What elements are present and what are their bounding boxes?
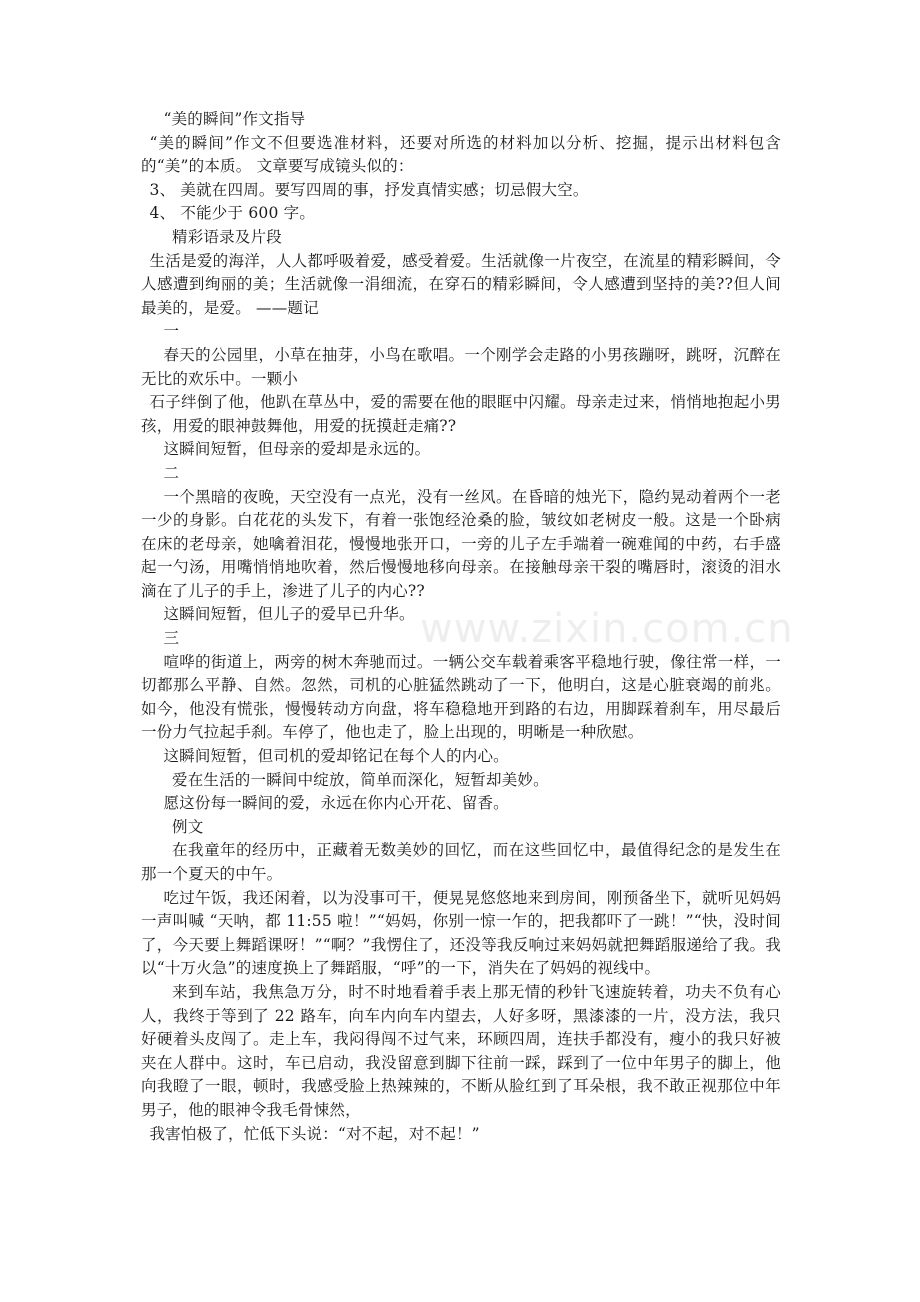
paragraph: 例文 [172, 817, 204, 836]
paragraph: 喧哗的街道上，两旁的树木奔驰而过。一辆公交车载着乘客平稳地行驶，像往常一样，一切都那么平静、自然。忽然，司机的心脏猛然跳动了一下，他明白，这是心脏衰竭的前兆。如今，他没有慌张，慢慢转动方向盘，将车稳稳地开到路的右边，用脚踩着刹车，用尽最后一份力气拉起手刹。车停了，他也走了，脸上出现的，明晰是一种欣慰。 [141, 652, 781, 742]
watermark: www.zixin.com.cn [420, 606, 794, 652]
paragraph: 来到车站，我焦急万分，时不时地看着手表上那无情的秒针飞速旋转着，功夫不负有心人，我终于等到了 22 路车，向车内向车内望去，人好多呀，黑漆漆的一片，没方法，我只好硬着头皮闯了。走上车，我闷得闯不过气来，环顾四周，连扶手都没有，瘦小的我只好被夹在人群中。这时，车已启动，我没留意到脚下往前一踩，踩到了一位中年男子的脚上，他向我瞪了一眼，顿时，我感受脸上热辣辣的，不断从脸红到了耳朵根，我不敢正视那位中年男子，他的眼神令我毛骨悚然， [141, 982, 781, 1119]
paragraph: “美的瞬间”作文指导 [163, 110, 306, 128]
paragraph: 三 [163, 629, 180, 648]
paragraph: 吃过午饭，我还闲着，以为没事可干，便晃晃悠悠地来到房间，刚预备坐下，就听见妈妈一声叫喊 “天呐，都 11:55 啦！”“妈妈，你别一惊一乍的，把我都吓了一跳！”“快，没时间了，今天要上舞蹈课呀！”“啊？”我愣住了，还没等我反响过来妈妈就把舞蹈服递给了我。我以“十万火急”的速度换上了舞蹈服，“呼”的一下，消失在了妈妈的视线中。 [141, 888, 781, 978]
paragraph: “美的瞬间”作文不但要选准材料，还要对所选的材料加以分析、挖掘，提示出材料包含的“美”的本质。 文章要写成镜头似的： [141, 133, 781, 176]
document-body [141, 108, 794, 1146]
paragraph: 生活是爱的海洋，人人都呼吸着爱，感受着爱。生活就像一片夜空，在流星的精彩瞬间，令人感遭到绚丽的美；生活就像一涓细流，在穿石的精彩瞬间，令人感遭到坚持的美??但人间最美的，是爱。 ——题记 [141, 251, 781, 317]
paragraph: 石子绊倒了他，他趴在草丛中，爱的需要在他的眼眶中闪耀。母亲走过来，悄悄地抱起小男孩，用爱的眼神鼓舞他，用爱的抚摸赶走痛?? [141, 393, 781, 435]
paragraph: 我害怕极了，忙低下头说：“对不起，对不起！” [149, 1124, 480, 1143]
paragraph: 愿这份每一瞬间的爱，永远在你内心开花、留香。 [163, 794, 509, 813]
paragraph: 精彩语录及片段 [172, 227, 282, 246]
paragraph: 这瞬间短暂，但司机的爱却铭记在每个人的内心。 [163, 747, 509, 766]
paragraph: 在我童年的经历中，正藏着无数美妙的回忆，而在这些回忆中，最值得纪念的是发生在那一个夏天的中午。 [141, 841, 781, 883]
paragraph: 这瞬间短暂，但母亲的爱却是永远的。 [163, 440, 431, 459]
paragraph: 爱在生活的一瞬间中绽放，简单而深化，短暂却美妙。 [172, 770, 549, 789]
paragraph: 3、 美就在四周。要写四周的事，抒发真情实感；切忌假大空。 [149, 180, 589, 199]
paragraph: 二 [163, 463, 180, 482]
paragraph: 这瞬间短暂，但儿子的爱早已升华。 [163, 605, 415, 624]
paragraph: 4、 不能少于 600 字。 [149, 204, 316, 223]
paragraph: 春天的公园里，小草在抽芽，小鸟在歌唱。一个刚学会走路的小男孩蹦呀，跳呀，沉醉在无比的欢乐中。一颗小 [141, 345, 781, 388]
paragraph: 一 [163, 322, 180, 341]
paragraph: 一个黑暗的夜晚，天空没有一点光，没有一丝风。在昏暗的烛光下，隐约晃动着两个一老一少的身影。白花花的头发下，有着一张饱经沧桑的脸，皱纹如老树皮一般。这是一个卧病在床的老母亲，她噙着泪花，慢慢地张开口，一旁的儿子左手端着一碗难闻的中药，右手盛起一勺汤，用嘴悄悄地吹着，然后慢慢地移向母亲。在接触母亲干裂的嘴唇时，滚烫的泪水滴在了儿子的手上，渗进了儿子的内心?? [141, 487, 781, 600]
